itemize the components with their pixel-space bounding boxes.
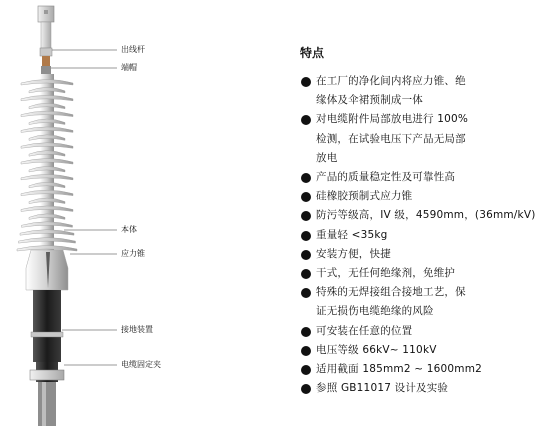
section-title: 特点 (300, 46, 325, 60)
bullet-icon (301, 77, 311, 87)
feature-text: 电压等级 66kV~ 110kV (316, 343, 437, 356)
feature-text: 产品的质量稳定性及可靠性高 (316, 171, 456, 184)
feature-line (301, 360, 551, 379)
callout-body: 本体 (121, 225, 137, 234)
feature-line (301, 264, 551, 283)
feature-line (301, 341, 551, 360)
callout-outlet-rod: 出线杆 (121, 45, 145, 54)
feature-text: 干式，无任何绝缘剂，免维护 (316, 267, 456, 280)
feature-text: 适用截面 185mm2 ~ 1600mm2 (316, 363, 483, 376)
feature-text: 硅橡胶预制式应力锥 (316, 190, 413, 203)
bullet-icon (301, 365, 311, 375)
feature-line (301, 130, 551, 149)
end-cap (41, 56, 51, 74)
feature-line (301, 72, 551, 91)
feature-line (301, 283, 551, 302)
feature-list (301, 72, 551, 398)
bullet-icon (301, 269, 311, 279)
feature-text: 检测，在试验电压下产品无局部 (316, 132, 466, 145)
feature-line (301, 322, 551, 341)
bullet-icon (301, 173, 311, 183)
feature-line (301, 187, 551, 206)
cable (30, 290, 64, 426)
feature-line (301, 149, 551, 168)
feature-text: 防污等级高，IV 级，4590mm，(36mm/kV) (316, 209, 536, 222)
bullet-icon (301, 346, 311, 356)
feature-text: 参照 GB11017 设计及实验 (316, 382, 449, 395)
feature-text: 重量轻 <35kg (316, 228, 388, 241)
bullet-icon (301, 384, 311, 394)
callout-end-cap: 端帽 (121, 63, 137, 72)
feature-text: 特殊的无焊接组合接地工艺，保 (316, 286, 466, 299)
feature-text: 在工厂的净化间内将应力锥、绝 (316, 75, 466, 87)
bullet-icon (301, 211, 311, 221)
feature-line (301, 206, 551, 225)
outlet-terminal (38, 6, 54, 56)
clamp-band (30, 370, 64, 380)
feature-line (301, 91, 551, 110)
feature-line (301, 379, 551, 398)
feature-line (301, 245, 551, 264)
feature-text: 安装方便，快捷 (316, 247, 391, 260)
bullet-icon (301, 288, 311, 298)
feature-line (301, 168, 551, 187)
bullet-icon (301, 250, 311, 260)
feature-text: 放电 (316, 151, 338, 164)
bullet-icon (301, 192, 311, 202)
bullet-icon (301, 327, 311, 337)
callout-stress-cone: 应力锥 (121, 249, 145, 258)
feature-text: 对电缆附件局部放电进行 100% (316, 113, 469, 126)
feature-line (301, 302, 551, 321)
feature-text: 证无损伤电缆绝缘的风险 (316, 305, 434, 318)
bullet-icon (301, 115, 311, 125)
callout-grounding-device: 接地装置 (121, 325, 153, 334)
bullet-icon (301, 231, 311, 241)
feature-text: 缘体及伞裙预制成一体 (316, 94, 423, 107)
callout-cable-clamp: 电缆固定夹 (121, 360, 161, 369)
stress-cone (26, 250, 68, 290)
grounding-band (31, 332, 63, 337)
feature-line (301, 110, 551, 129)
feature-text: 可安装在任意的位置 (316, 324, 413, 337)
feature-line (301, 226, 551, 245)
